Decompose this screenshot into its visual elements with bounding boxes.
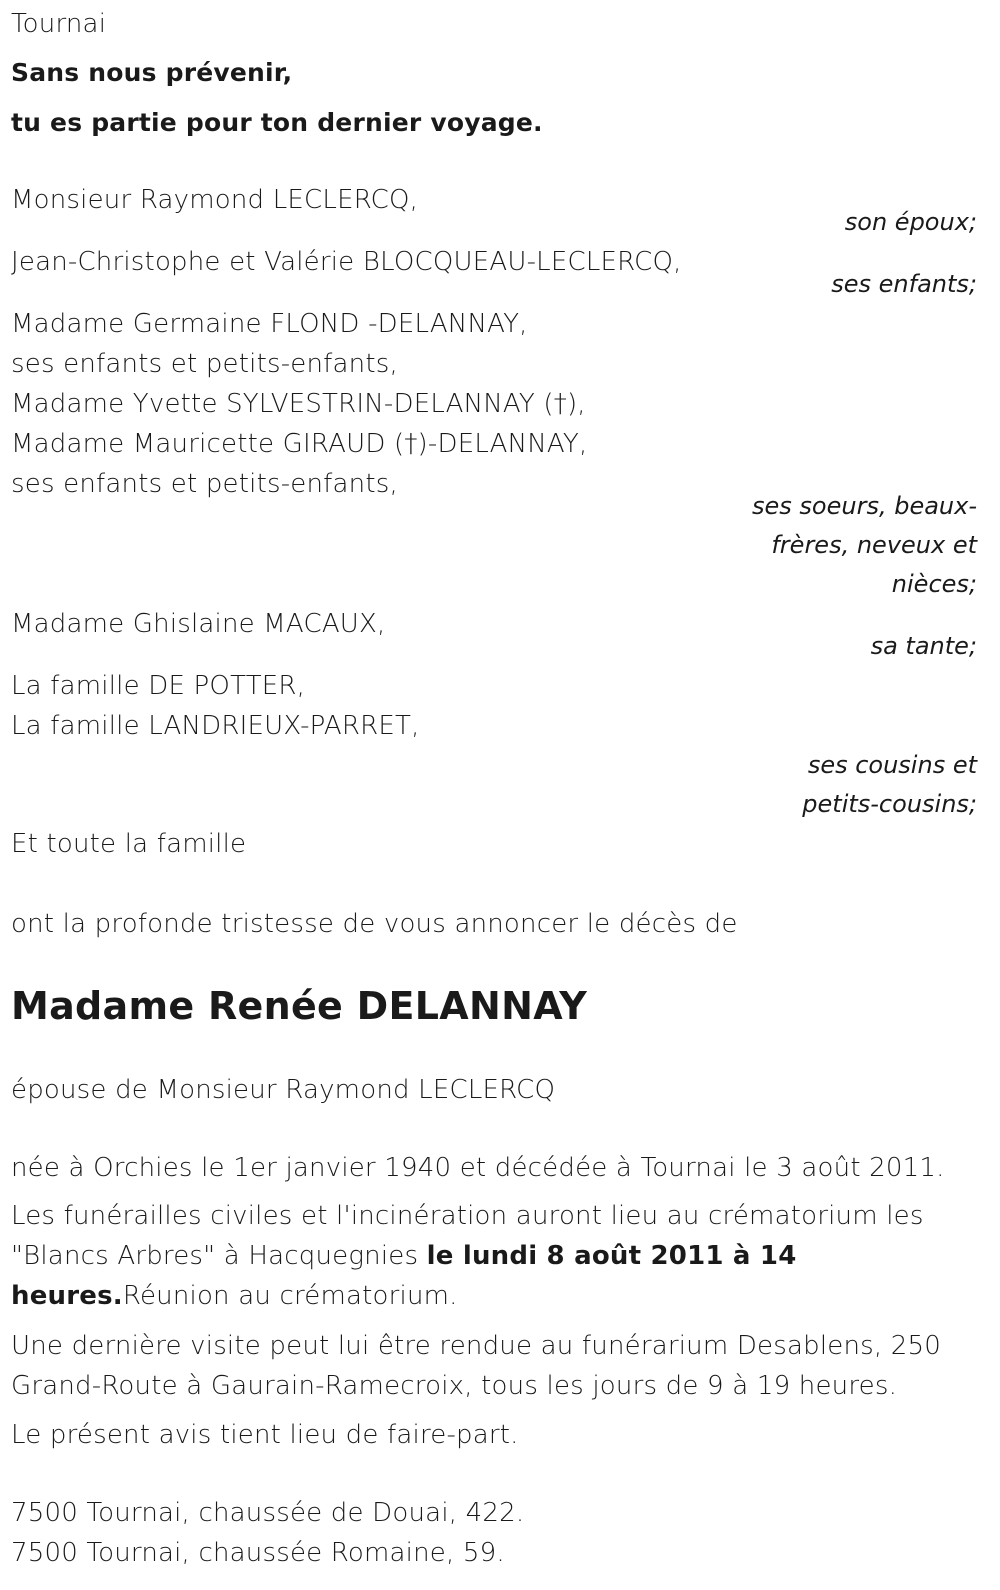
family-siblings-role: ses soeurs, beaux-frères, neveux et nièces; bbox=[752, 492, 977, 598]
funeral-info bbox=[11, 1196, 977, 1316]
sibling-line: ses enfants et petits-enfants, bbox=[11, 349, 398, 379]
funeral-text: Les funérailles civiles et l'incinération auront lieu au crématorium les "Blancs Arbres" à Hacquegnies bbox=[11, 1201, 924, 1271]
family-siblings bbox=[11, 304, 977, 504]
sibling-line: Madame Yvette SYLVESTRIN-DELANNAY (†), bbox=[11, 389, 586, 419]
notice-info: Le présent avis tient lieu de faire-part. bbox=[11, 1420, 519, 1450]
family-spouse-role: son époux; bbox=[844, 208, 977, 236]
sibling-line: Madame Mauricette GIRAUD (†)-DELANNAY, bbox=[11, 429, 588, 459]
address-line: 7500 Tournai, chaussée Romaine, 59. bbox=[11, 1538, 505, 1568]
family-aunt-role: sa tante; bbox=[870, 632, 977, 660]
verse-line-2: tu es partie pour ton dernier voyage. bbox=[11, 108, 543, 137]
deceased-name: Madame Renée DELANNAY bbox=[11, 984, 588, 1028]
funeral-meeting: Réunion au crématorium. bbox=[122, 1281, 458, 1311]
spouse-of: épouse de Monsieur Raymond LECLERCQ bbox=[11, 1075, 556, 1105]
visit-info: Une dernière visite peut lui être rendue au funérarium Desablens, 250 Grand-Route à Gaurain-Ramecroix, tous les jours de 9 à 19 heures. bbox=[11, 1331, 942, 1401]
address-line: 7500 Tournai, chaussée de Douai, 422. bbox=[11, 1498, 525, 1528]
funeral-date: le lundi 8 août 2011 à 14 heures. bbox=[11, 1241, 797, 1311]
family-spouse-name: Monsieur Raymond LECLERCQ, bbox=[11, 185, 419, 215]
family-aunt-name: Madame Ghislaine MACAUX, bbox=[11, 609, 386, 639]
family-children-role: ses enfants; bbox=[831, 270, 977, 298]
sibling-line: Madame Germaine FLOND -DELANNAY, bbox=[11, 309, 528, 339]
verse-line-1: Sans nous prévenir, bbox=[11, 58, 293, 87]
sibling-line: ses enfants et petits-enfants, bbox=[11, 469, 398, 499]
family-cousins bbox=[11, 666, 977, 746]
cousin-line: La famille DE POTTER, bbox=[11, 671, 306, 701]
family-whole: Et toute la famille bbox=[11, 829, 247, 859]
death-notice bbox=[11, 0, 977, 1573]
announcement-intro: ont la profonde tristesse de vous annoncer le décès de bbox=[11, 909, 738, 939]
birth-death-info: née à Orchies le 1er janvier 1940 et décédée à Tournai le 3 août 2011. bbox=[11, 1153, 945, 1183]
family-children-name: Jean-Christophe et Valérie BLOCQUEAU-LECLERCQ, bbox=[11, 247, 682, 277]
city-heading: Tournai bbox=[11, 9, 107, 39]
cousin-line: La famille LANDRIEUX-PARRET, bbox=[11, 711, 420, 741]
family-cousins-role: ses cousins et petits-cousins; bbox=[802, 751, 977, 818]
